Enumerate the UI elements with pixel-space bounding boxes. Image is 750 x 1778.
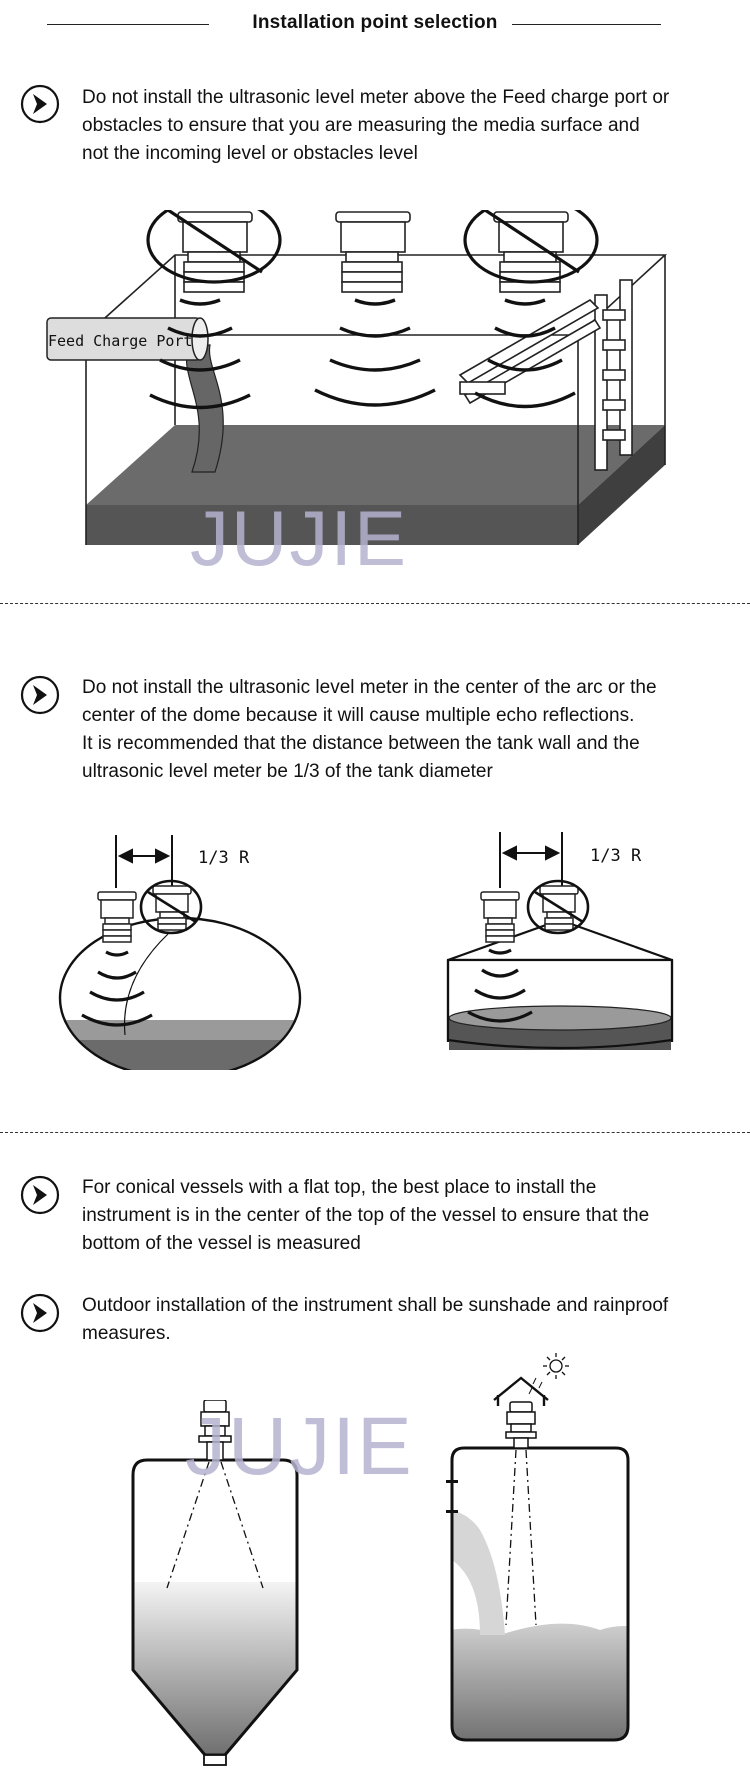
text-line: Outdoor installation of the instrument shall be sunshade and rainproof: [82, 1295, 669, 1316]
paragraph-conical-vessel: [82, 1174, 649, 1258]
text-line: instrument is in the center of the top of the vessel to ensure that the: [82, 1205, 650, 1226]
chevron-right-circle-icon: [20, 84, 60, 124]
text-line: Do not install the ultrasonic level meter in the center of the arc or the: [82, 677, 657, 698]
text-line: For conical vessels with a flat top, the best place to install the: [82, 1177, 597, 1198]
page-title: Installation point selection: [0, 12, 750, 34]
chevron-right-circle-icon: [20, 1293, 60, 1333]
cone-roof-vessel-diagram: [430, 830, 690, 1080]
section-header: [0, 8, 750, 42]
dome-vessel-diagram: [40, 830, 320, 1070]
chevron-right-circle-icon: [20, 675, 60, 715]
sensor-offset: [98, 892, 136, 942]
sensor-center: [336, 212, 410, 292]
sensor-offset: [481, 892, 519, 942]
divider: [0, 603, 750, 604]
rectangular-tank-diagram: [0, 210, 750, 580]
text-line: measures.: [82, 1323, 171, 1344]
watermark: JUJIE: [185, 1401, 414, 1492]
echo-waves: [82, 952, 152, 1025]
paragraph-dome-arc: [82, 674, 657, 786]
watermark: JUJIE: [190, 494, 409, 580]
feed-charge-port-label: Feed Charge Port: [48, 332, 193, 350]
dimension-label: 1/3 R: [198, 848, 250, 868]
sun-icon: [543, 1353, 569, 1379]
text-line: center of the dome because it will cause multiple echo reflections.: [82, 705, 635, 726]
text-line: obstacles to ensure that you are measuring the media surface and: [82, 115, 640, 136]
text-line: bottom of the vessel is measured: [82, 1233, 361, 1254]
text-line: not the incoming level or obstacles level: [82, 143, 418, 164]
divider: [0, 1132, 750, 1133]
paragraph-outdoor: [82, 1292, 668, 1348]
beam-lines: [506, 1450, 536, 1625]
text-line: It is recommended that the distance between the tank wall and the: [82, 733, 640, 754]
text-line: Do not install the ultrasonic level meter above the Feed charge port or: [82, 87, 670, 108]
chevron-right-circle-icon: [20, 1175, 60, 1215]
paragraph-feed-port: [82, 84, 669, 168]
text-line: ultrasonic level meter be 1/3 of the tank diameter: [82, 761, 493, 782]
sensor-top-center: [506, 1402, 536, 1448]
outdoor-vessel-diagram: [420, 1350, 660, 1750]
dimension-label: 1/3 R: [590, 846, 642, 866]
